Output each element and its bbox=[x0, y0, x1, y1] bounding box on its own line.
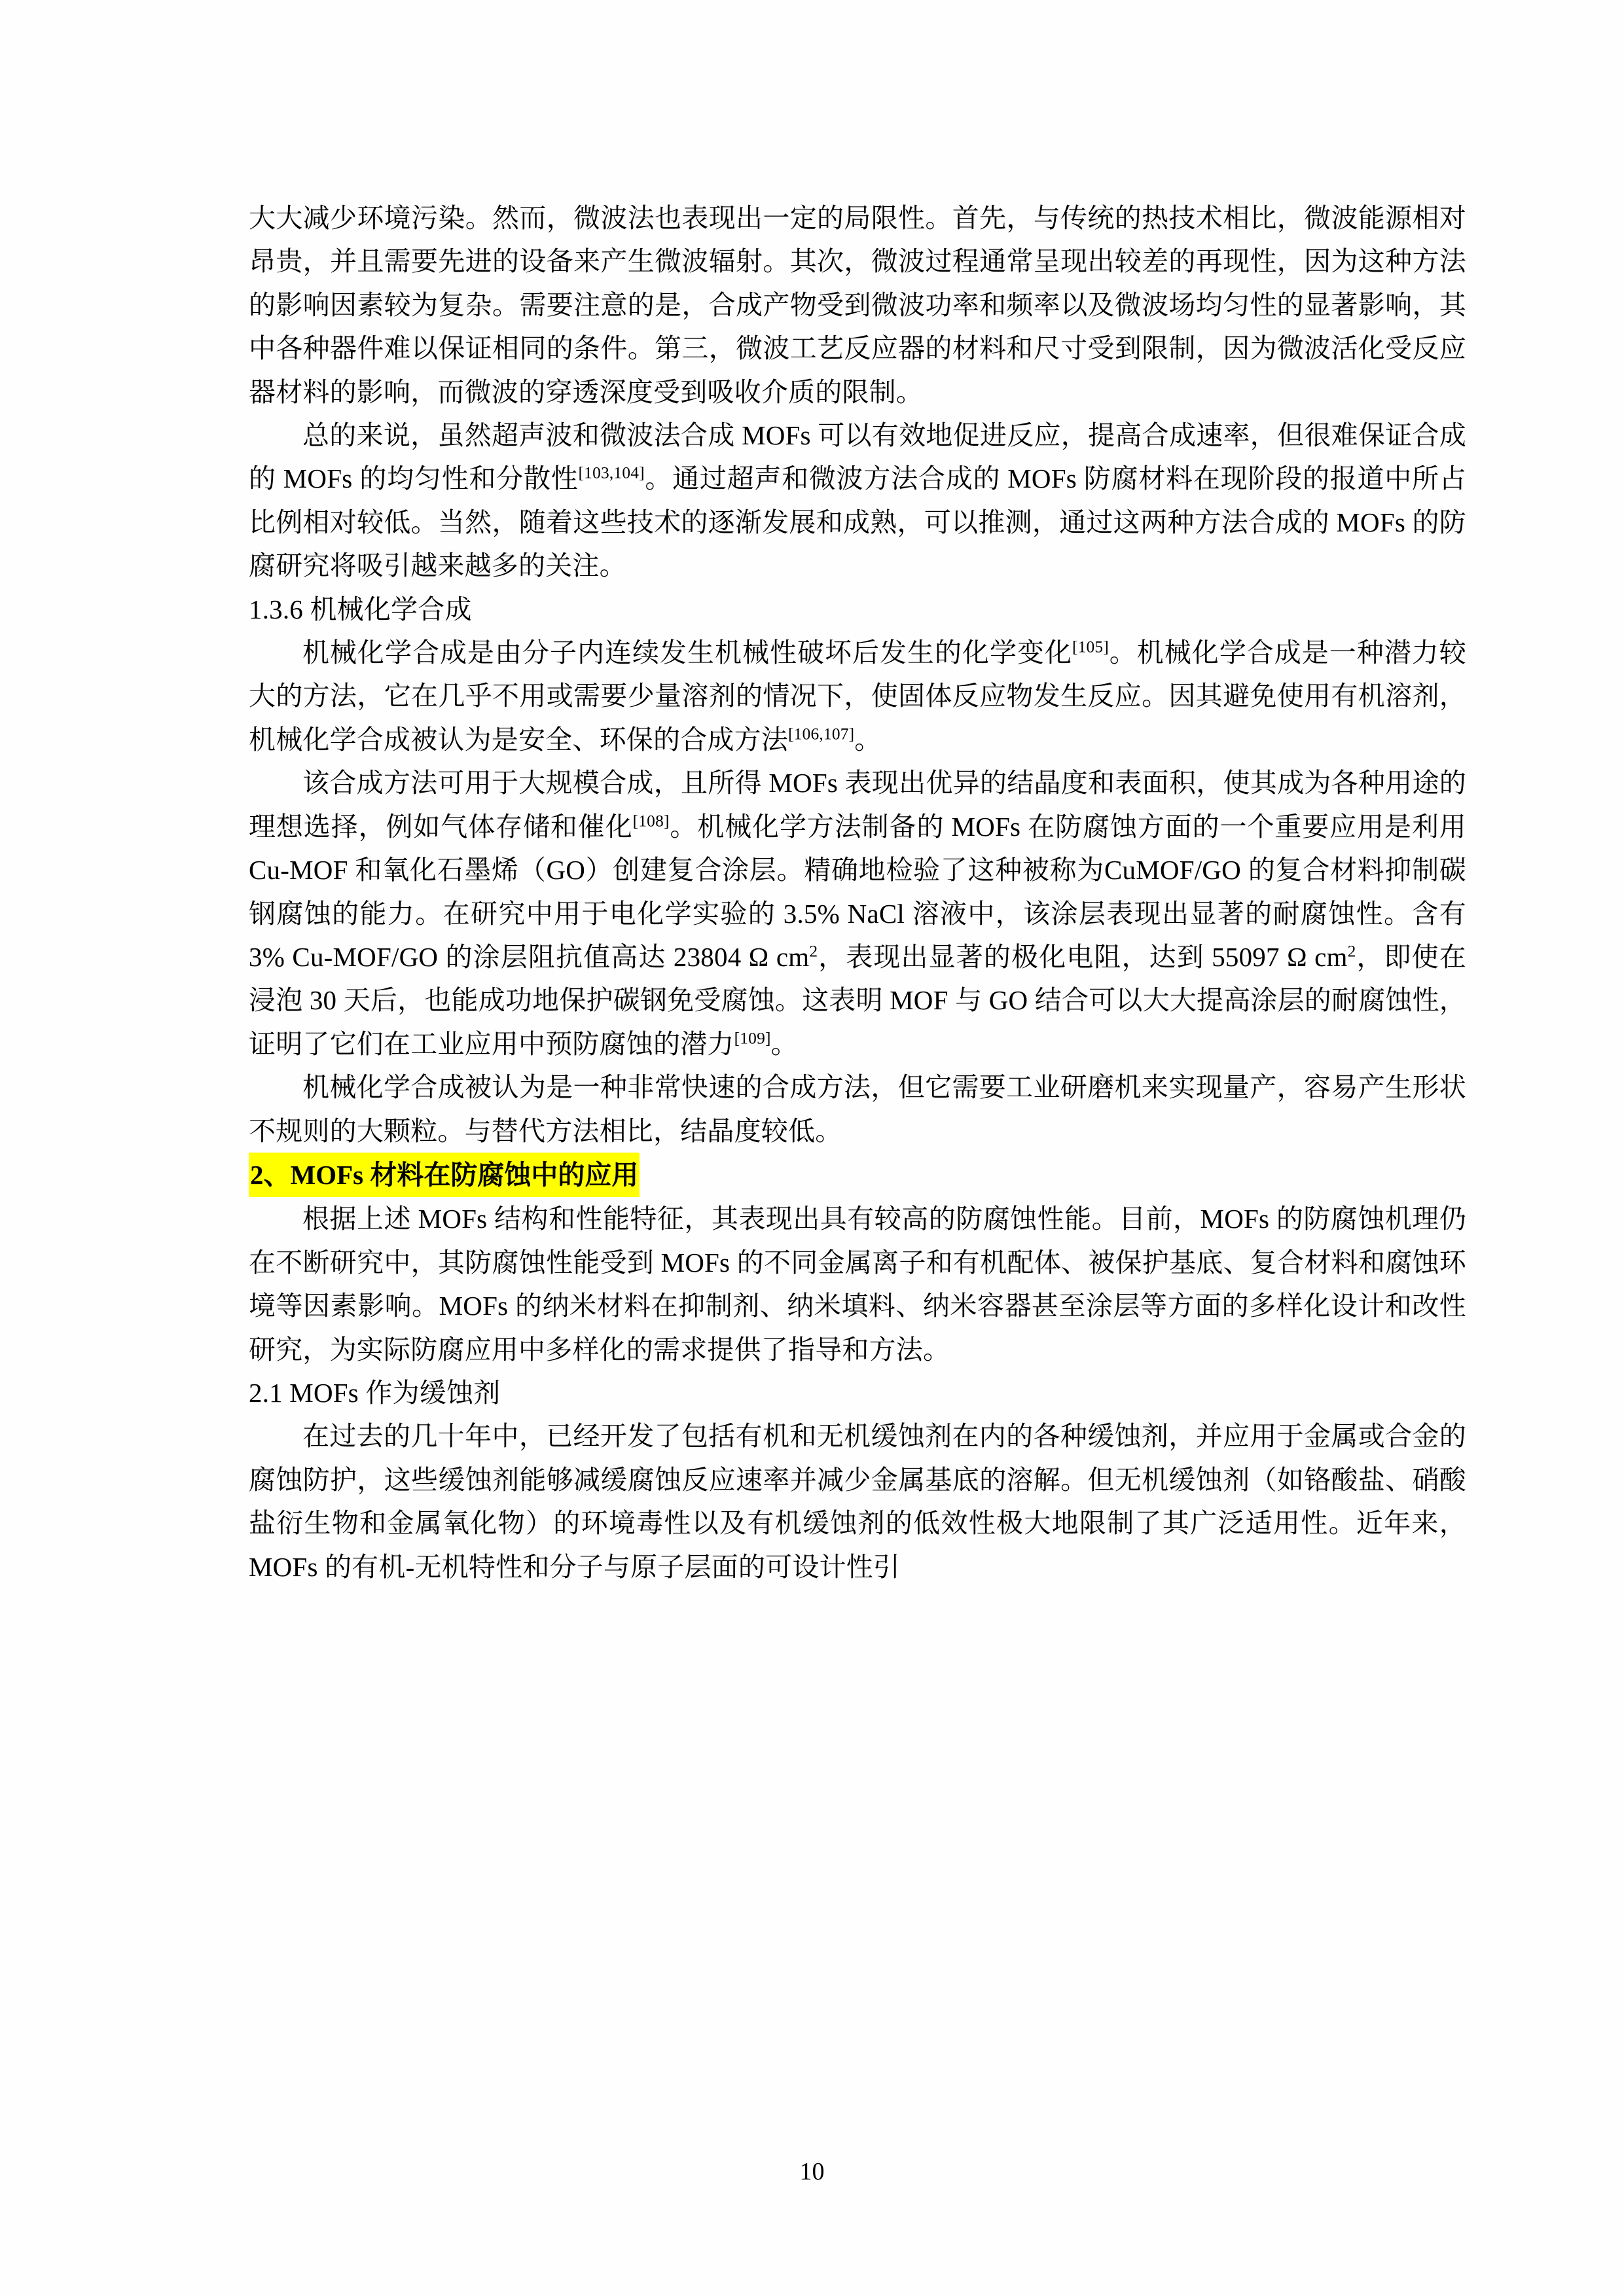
paragraph-6: 根据上述 MOFs 结构和性能特征，其表现出具有较高的防腐蚀性能。目前，MOFs 的防腐蚀机理仍在不断研究中，其防腐蚀性能受到 MOFs 的不同金属离子和有机配体、被保护基底、复合材料和腐蚀环境等因素影响。MOFs 的纳米材料在抑制剂、纳米填料、纳米容器甚至涂层等方面的多样化设计和改性研究，为实际防腐应用中多样化的需求提供了指导和方法。 bbox=[249, 1204, 1466, 1365]
citation-ref-106-107: [106,107] bbox=[788, 725, 855, 744]
paragraph-4-text-b: 。机械化学方法制备的 MOFs 在防腐蚀方面的一个重要应用是利用 Cu-MOF 和氧化石墨烯（GO）创建复合涂层。精确地检验了这种被称为CuMOF/GO 的复合材料抑制碳钢腐蚀的能力。在研究中用于电化学实验的 3.5% NaCl 溶液中，该涂层表现出显著的耐腐蚀性。含有 3% Cu-MOF/GO 的涂层阻抗值高达 23804 Ω cm bbox=[249, 811, 1466, 972]
paragraph-2-text-b: 。通过超声和微波方法合成的 MOFs 防腐材料在现阶段的报道中所占比例相对较低。当然，随着这些技术的逐渐发展和成熟，可以推测，通过这两种方法合成的 MOFs 的防腐研究将吸引越来越多的关注。 bbox=[249, 463, 1466, 581]
page-number: 10 bbox=[799, 2158, 825, 2185]
paragraph-4-text-e: 。 bbox=[770, 1028, 798, 1059]
citation-ref-108: [108] bbox=[632, 812, 670, 831]
paragraph-5: 机械化学合成被认为是一种非常快速的合成方法，但它需要工业研磨机来实现量产，容易产生形状不规则的大颗粒。与替代方法相比，结晶度较低。 bbox=[249, 1072, 1466, 1146]
paragraph-4 bbox=[249, 761, 1466, 1066]
section-heading-2-highlighted: 2、MOFs 材料在防腐蚀中的应用 bbox=[249, 1153, 640, 1197]
citation-ref-103-104: [103,104] bbox=[578, 463, 645, 482]
citation-ref-105: [105] bbox=[1072, 637, 1109, 656]
paragraph-1: 大大减少环境污染。然而，微波法也表现出一定的局限性。首先，与传统的热技术相比，微波能源相对昂贵，并且需要先进的设备来产生微波辐射。其次，微波过程通常呈现出较差的再现性，因为这种方法的影响因素较为复杂。需要注意的是，合成产物受到微波功率和频率以及微波场均匀性的显著影响，其中各种器件难以保证相同的条件。第三，微波工艺反应器的材料和尺寸受到限制，因为微波活化受反应器材料的影响，而微波的穿透深度受到吸收介质的限制。 bbox=[249, 203, 1466, 407]
paragraph-4-text-c: ，表现出显著的极化电阻，达到 55097 Ω cm bbox=[818, 941, 1348, 972]
section-heading-2-wrapper bbox=[249, 1153, 1466, 1197]
paragraph-4-text-a: 该合成方法可用于大规模合成，且所得 MOFs 表现出优异的结晶度和表面积，使其成为各种用途的理想选择，例如气体存储和催化 bbox=[249, 768, 1466, 842]
citation-ref-109: [109] bbox=[734, 1029, 771, 1048]
paragraph-2 bbox=[249, 414, 1466, 588]
paragraph-3-text-b: 。机械化学合成是一种潜力较大的方法，它在几乎不用或需要少量溶剂的情况下，使固体反应物发生反应。因其避免使用有机溶剂，机械化学合成被认为是安全、环保的合成方法 bbox=[249, 637, 1466, 755]
paragraph-3-text-c: 。 bbox=[854, 724, 882, 755]
paragraph-2-text-a: 总的来说，虽然超声波和微波法合成 MOFs 可以有效地促进反应，提高合成速率，但很难保证合成的 MOFs 的均匀性和分散性 bbox=[249, 420, 1466, 494]
page-content bbox=[249, 196, 1466, 1588]
section-heading-2-1: 2.1 MOFs 作为缓蚀剂 bbox=[249, 1377, 501, 1408]
section-heading-1-3-6: 1.3.6 机械化学合成 bbox=[249, 594, 472, 624]
paragraph-3 bbox=[249, 631, 1466, 761]
superscript-square-1: 2 bbox=[809, 942, 818, 961]
paragraph-7: 在过去的几十年中，已经开发了包括有机和无机缓蚀剂在内的各种缓蚀剂，并应用于金属或合金的腐蚀防护，这些缓蚀剂能够减缓腐蚀反应速率并减少金属基底的溶解。但无机缓蚀剂（如铬酸盐、硝酸盐衍生物和金属氧化物）的环境毒性以及有机缓蚀剂的低效性极大地限制了其广泛适用性。近年来，MOFs 的有机-无机特性和分子与原子层面的可设计性引 bbox=[249, 1421, 1466, 1582]
paragraph-4-text-d: ，即使在浸泡 30 天后，也能成功地保护碳钢免受腐蚀。这表明 MOF 与 GO 结合可以大大提高涂层的耐腐蚀性，证明了它们在工业应用中预防腐蚀的潜力 bbox=[249, 941, 1466, 1059]
superscript-square-2: 2 bbox=[1347, 942, 1356, 961]
paragraph-3-text-a: 机械化学合成是由分子内连续发生机械性破坏后发生的化学变化 bbox=[302, 637, 1072, 668]
